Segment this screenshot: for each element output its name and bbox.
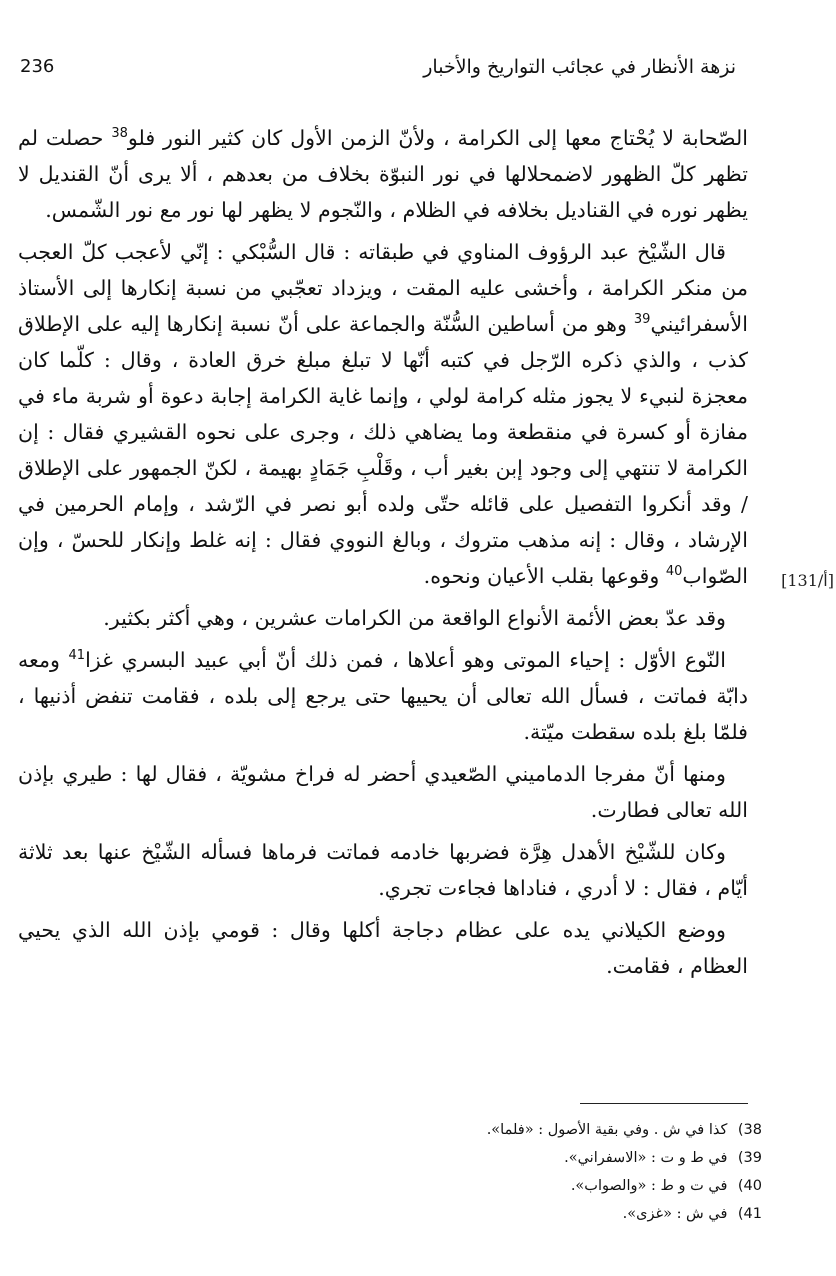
- footnote-number: 41): [737, 1206, 762, 1222]
- paragraph-7: [18, 912, 748, 984]
- paragraph-text: ووضع الكيلاني يده على عظام دجاجة أكلها وقال : قومي بإذن الله الذي يحيي العظام ، فقامت.: [18, 918, 748, 978]
- running-title: نزهة الأنظار في عجائب التواريخ والأخبار: [423, 56, 736, 78]
- footnote-ref-38: 38: [111, 126, 128, 142]
- footnote-ref-40: 40: [665, 564, 683, 580]
- paragraph-text: قال الشّيْخ عبد الرؤوف المناوي في طبقاته : قال السُّبْكي : إنّي لأعجب كلّ العجب من منكر الكرامة ، وأخشى عليه المقت ، ويزداد تعجّبي من نسبة إنكارها إلى الأستاذ الأسفرائيني: [18, 240, 748, 336]
- footnote-separator: [580, 1103, 748, 1104]
- footnote-ref-39: 39: [633, 312, 651, 328]
- paragraph-2: [18, 234, 748, 594]
- footnote-number: 38): [737, 1122, 762, 1138]
- footnote-text: في ت و ط : «والصواب».: [570, 1178, 728, 1194]
- running-header: [20, 56, 736, 86]
- paragraph-text: وقد عدّ بعض الأئمة الأنواع الواقعة من الكرامات عشرين ، وهي أكثر بكثير.: [103, 606, 726, 630]
- paragraph-text: وكان للشّيْخ الأهدل هِرَّة فضربها خادمه فماتت فرماها فسأله الشّيْخ عنها بعد ثلاثة أيّام ، فقال : لا أدري ، فناداها فجاءت تجري.: [18, 840, 748, 900]
- paragraph-1: [18, 120, 748, 228]
- paragraph-text: وقوعها بقلب الأعيان ونحوه.: [423, 564, 666, 588]
- footnote-item: [342, 1200, 762, 1228]
- paragraph-4: [18, 642, 748, 750]
- footnote-item: [342, 1144, 762, 1172]
- paragraph-6: [18, 834, 748, 906]
- paragraph-text: وهو من أساطين السُّنّة والجماعة على أنّ نسبة إنكارها إليه على الإطلاق كذب ، والذي ذكره الرّجل في كتبه أنّها لا تبلغ مبلغ خرق العادة ، وقال : كلّما كان معجزة لنبيء لا يجوز مثله كرامة لولي ، وإنما غاية الكرامة إجابة دعوة أو شربة ماء في مفازة أو كسرة في منقطعة وما يضاهي ذلك ، وجرى على نحوه القشيري فقال : إن الكرامة لا تنتهي إلى وجود إبن بغير أب ، وقَلْبِ جَمَادٍ بهيمة ، لكنّ الجمهور على الإطلاق / وقد أنكروا التفصيل على قائله حتّى ولده أبو نصر في الرّشد ، وإمام الحرمين في الإرشاد ، وقال : إنه مذهب متروك ، وبالغ النووي فقال : إنه غلط وإنكار للحسّ ، وإن الصّواب: [18, 312, 748, 588]
- footnote-text: في ط و ت : «الاسفراني».: [564, 1150, 728, 1166]
- paragraph-text: ومنها أنّ مفرجا الدماميني الصّعيدي أحضر له فراخ مشويّة ، فقال لها : طيري بإذن الله تعالى فطارت.: [18, 762, 748, 822]
- paragraph-text: الصّحابة لا يُحْتاج معها إلى الكرامة ، ولأنّ الزمن الأول كان كثير النور فلو: [127, 126, 748, 150]
- paragraph-3: [18, 600, 748, 636]
- footnote-text: في ش : «غزى».: [622, 1206, 728, 1222]
- paragraph-text: حصلت لم تظهر كلّ الظهور لاضمحلالها في نور النبوّة بخلاف من بعدهم ، ألا يرى أنّ القنديل لا يظهر نوره في القناديل بخلافه في الظلام ، والنّجوم لا يظهر لها نور مع نور الشّمس.: [18, 126, 748, 222]
- footnote-ref-41: 41: [68, 648, 86, 664]
- paragraph-text: ومعه دابّة فماتت ، فسأل الله تعالى أن يحييها حتى يرجع إلى بلده ، فقامت تنفض أذنيها ، فلمّا بلغ بلده سقطت ميّتة.: [18, 648, 748, 744]
- footnote-number: 39): [737, 1150, 762, 1166]
- footnote-text: كذا في ش . وفي بقية الأصول : «فلما».: [486, 1122, 728, 1138]
- footnotes: [342, 1116, 762, 1228]
- main-text: [18, 120, 748, 990]
- folio-margin-note: [131/أ]: [781, 571, 834, 590]
- paragraph-text: النّوع الأوّل : إحياء الموتى وهو أعلاها ، فمن ذلك أنّ أبي عبيد البسري غزا: [85, 648, 726, 672]
- footnote-item: [342, 1116, 762, 1144]
- page-number: 236: [20, 56, 55, 77]
- footnote-number: 40): [737, 1178, 762, 1194]
- paragraph-5: [18, 756, 748, 828]
- footnote-item: [342, 1172, 762, 1200]
